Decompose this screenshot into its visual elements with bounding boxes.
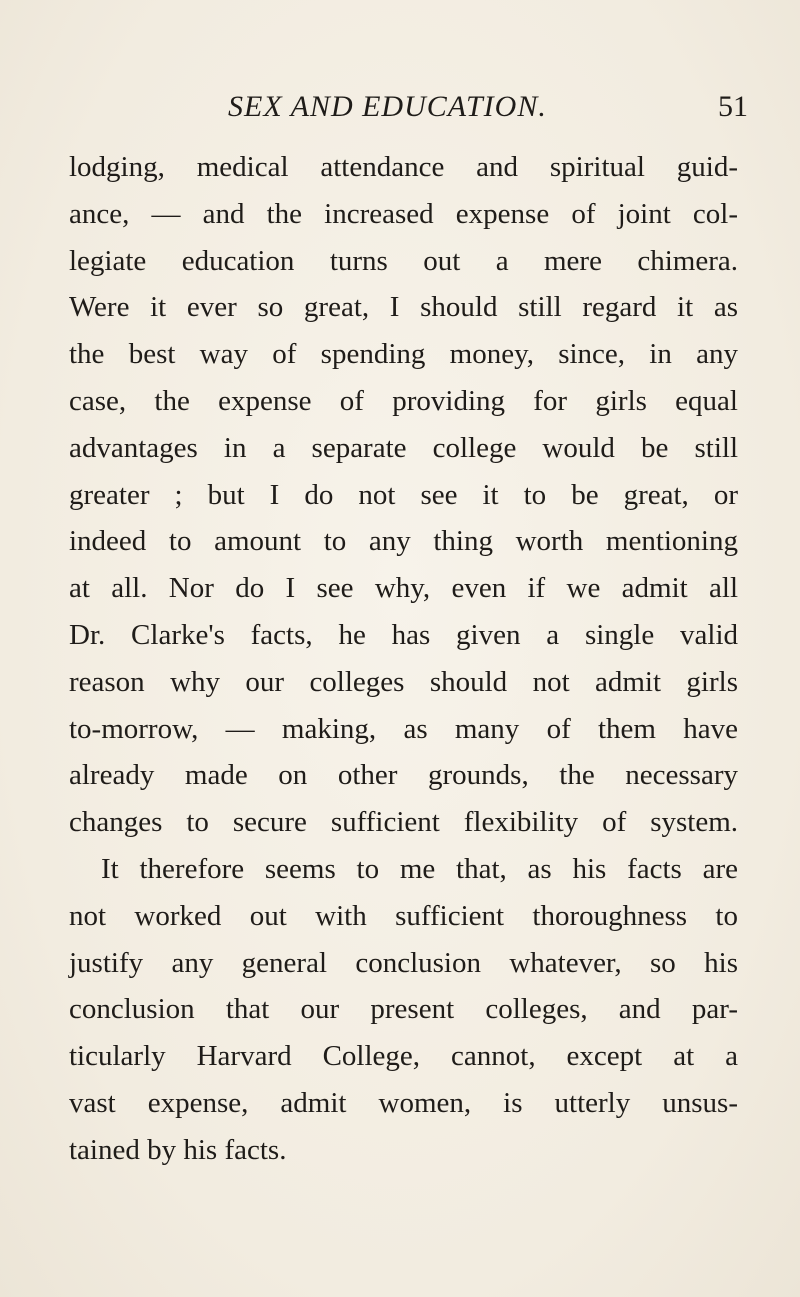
- text-line: already made on other grounds, the necessary: [69, 759, 738, 792]
- text-line: legiate education turns out a mere chimera.: [69, 244, 738, 277]
- text-line: ticularly Harvard College, cannot, except at a: [69, 1040, 738, 1073]
- text-line: Dr. Clarke's facts, he has given a single valid: [69, 618, 738, 651]
- running-head: [228, 90, 748, 134]
- text-line: conclusion that our present colleges, and par-: [69, 993, 738, 1026]
- paragraph-first-line: It therefore seems to me that, as his facts are: [101, 852, 738, 885]
- text-line: ance, — and the increased expense of joint col-: [69, 197, 738, 230]
- text-line: indeed to amount to any thing worth mentioning: [69, 525, 738, 558]
- text-line: to-morrow, — making, as many of them have: [69, 712, 738, 745]
- body-text: [69, 144, 738, 1174]
- text-line: Were it ever so great, I should still regard it as: [69, 291, 738, 324]
- text-line: greater ; but I do not see it to be great, or: [69, 478, 738, 511]
- text-line: the best way of spending money, since, in any: [69, 338, 738, 371]
- text-line: at all. Nor do I see why, even if we admit all: [69, 572, 738, 605]
- text-line: reason why our colleges should not admit girls: [69, 665, 738, 698]
- text-line: changes to secure sufficient flexibility of system.: [69, 806, 738, 839]
- text-line: tained by his facts.: [69, 1133, 287, 1166]
- text-line: case, the expense of providing for girls equal: [69, 384, 738, 417]
- page-number: 51: [718, 90, 748, 123]
- text-line: justify any general conclusion whatever, so his: [69, 946, 738, 979]
- text-line: vast expense, admit women, is utterly unsus-: [69, 1086, 738, 1119]
- text-line: not worked out with sufficient thoroughness to: [69, 899, 738, 932]
- running-title: SEX AND EDUCATION.: [228, 90, 547, 123]
- text-line: advantages in a separate college would be still: [69, 431, 738, 464]
- text-line: lodging, medical attendance and spiritual guid-: [69, 151, 738, 183]
